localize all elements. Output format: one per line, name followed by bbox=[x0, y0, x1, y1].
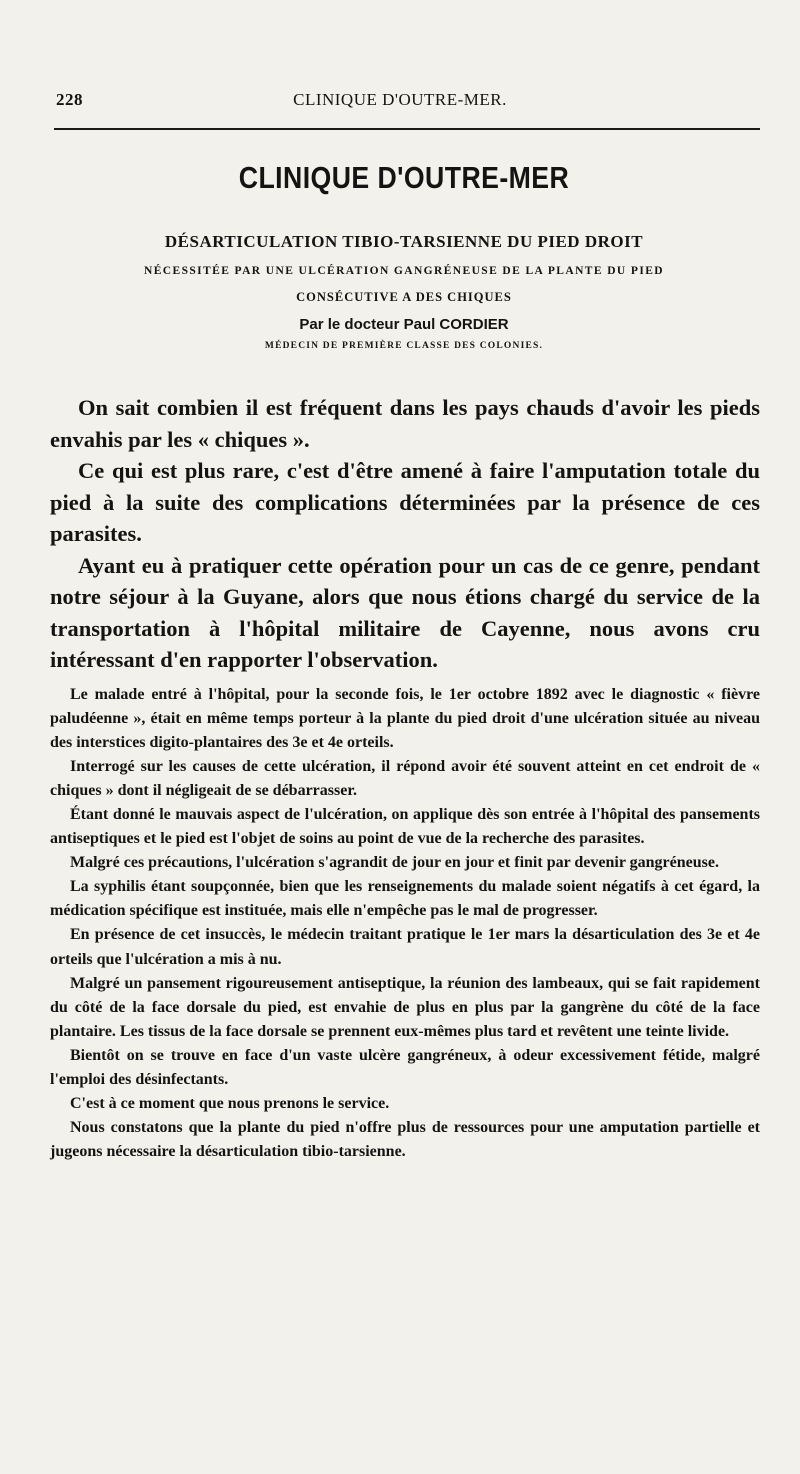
header-rule bbox=[54, 128, 760, 130]
observation-paragraph: Malgré ces précautions, l'ulcération s'agrandit de jour en jour et finit par devenir gangréneuse. bbox=[70, 854, 719, 872]
observation-paragraph: La syphilis étant soupçonnée, bien que les renseignements du malade soient négatifs à cet égard, la médication spécifique est instituée, mais elle n'empêche pas le mal de progresser. bbox=[50, 878, 760, 920]
article-subtitle-2: NÉCESSITÉE PAR UNE ULCÉRATION GANGRÉNEUSE DE LA PLANTE DU PIED bbox=[144, 265, 664, 277]
intro-paragraph: Ce qui est plus rare, c'est d'être amené à faire l'amputation totale du pied à la suite des complications déterminées par la présence de ces parasites. bbox=[50, 458, 760, 546]
observation-paragraph: Bientôt on se trouve en face d'un vaste ulcère gangréneux, à odeur excessivement fétide, malgré l'emploi des désinfectants. bbox=[50, 1046, 760, 1088]
running-header bbox=[52, 86, 748, 116]
observation-paragraph: Interrogé sur les causes de cette ulcération, il répond avoir été souvent atteint en cet endroit de « chiques » dont il négligeait de se débarrasser. bbox=[50, 757, 760, 799]
article-subtitle-3: CONSÉCUTIVE A DES CHIQUES bbox=[296, 290, 512, 304]
article-heading bbox=[48, 160, 760, 351]
article-subtitle: DÉSARTICULATION TIBIO-TARSIENNE DU PIED DROIT bbox=[164, 232, 644, 251]
article-title: CLINIQUE D'OUTRE-MER bbox=[238, 160, 570, 195]
observation-paragraph: C'est à ce moment que nous prenons le service. bbox=[70, 1095, 390, 1113]
intro-section bbox=[50, 392, 760, 676]
author-line: Par le docteur Paul CORDIER bbox=[299, 316, 509, 333]
observation-paragraph: En présence de cet insuccès, le médecin traitant pratique le 1er mars la désarticulation des 3e et 4e orteils que l'ulcération a mis à nu. bbox=[50, 926, 760, 968]
running-title: CLINIQUE D'OUTRE-MER. bbox=[293, 90, 507, 109]
observation-paragraph: Étant donné le mauvais aspect de l'ulcération, on applique dès son entrée à l'hôpital des pansements antiseptiques et le pied est l'objet de soins au point de vue de la recherche des parasites. bbox=[50, 805, 760, 848]
observation-paragraph: Nous constatons que la plante du pied n'offre plus de ressources pour une amputation partielle et jugeons nécessaire la désarticulation tibio-tarsienne. bbox=[50, 1119, 760, 1161]
article-body bbox=[50, 392, 760, 1164]
observation-paragraph: Malgré un pansement rigoureusement antiseptique, la réunion des lambeaux, qui se fait rapidement du côté de la face dorsale du pied, est envahie de plus en plus par la gangrène du côté de la face plantaire. Les tissus de la face dorsale se prennent eux-mêmes plus tard et revêtent une teinte livide. bbox=[50, 974, 760, 1040]
observation-section bbox=[50, 683, 760, 1165]
intro-paragraph: Ayant eu à pratiquer cette opération pour un cas de ce genre, pendant notre séjour à la Guyane, alors que nous étions chargé du service de la transportation à l'hôpital militaire de Cayenne, nous avons cru intéressant d'en rapporter l'observation. bbox=[50, 552, 760, 672]
author-affiliation: MÉDECIN DE PREMIÈRE CLASSE DES COLONIES. bbox=[264, 341, 544, 351]
intro-paragraph: On sait combien il est fréquent dans les pays chauds d'avoir les pieds envahis par les « chiques ». bbox=[50, 395, 760, 452]
observation-paragraph: Le malade entré à l'hôpital, pour la seconde fois, le 1er octobre 1892 avec le diagnostic « fièvre paludéenne », était en même temps porteur à la plante du pied droit d'une ulcération située au niveau des interstices digito-plantaires des 3e et 4e orteils. bbox=[50, 685, 760, 751]
page-number: 228 bbox=[56, 90, 83, 109]
